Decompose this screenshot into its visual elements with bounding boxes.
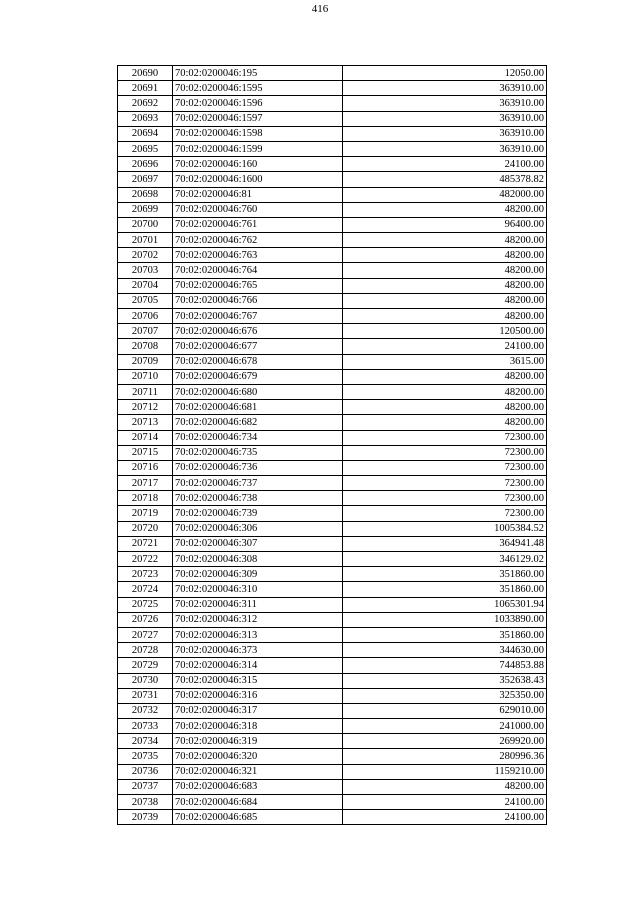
cadastral-number-cell: 70:02:0200046:1596 [173, 96, 343, 111]
cadastral-number-cell: 70:02:0200046:317 [173, 703, 343, 718]
cadastral-number-cell: 70:02:0200046:685 [173, 810, 343, 825]
value-cell: 3615.00 [343, 354, 547, 369]
value-cell: 48200.00 [343, 415, 547, 430]
value-cell: 363910.00 [343, 96, 547, 111]
value-cell: 351860.00 [343, 582, 547, 597]
table-row [118, 612, 547, 627]
table-row [118, 552, 547, 567]
cadastral-number-cell: 70:02:0200046:676 [173, 324, 343, 339]
cadastral-number-cell: 70:02:0200046:321 [173, 764, 343, 779]
cadastral-value-table [117, 65, 547, 825]
row-number-cell: 20725 [118, 597, 173, 612]
cadastral-number-cell: 70:02:0200046:308 [173, 552, 343, 567]
table-row [118, 719, 547, 734]
row-number-cell: 20738 [118, 795, 173, 810]
cadastral-number-cell: 70:02:0200046:316 [173, 688, 343, 703]
value-cell: 485378.82 [343, 172, 547, 187]
value-cell: 48200.00 [343, 400, 547, 415]
row-number-cell: 20705 [118, 293, 173, 308]
value-cell: 48200.00 [343, 202, 547, 217]
value-cell: 96400.00 [343, 217, 547, 232]
row-number-cell: 20692 [118, 96, 173, 111]
value-cell: 352638.43 [343, 673, 547, 688]
table-row [118, 126, 547, 141]
value-cell: 72300.00 [343, 445, 547, 460]
cadastral-number-cell: 70:02:0200046:738 [173, 491, 343, 506]
row-number-cell: 20733 [118, 719, 173, 734]
cadastral-number-cell: 70:02:0200046:1595 [173, 81, 343, 96]
cadastral-number-cell: 70:02:0200046:81 [173, 187, 343, 202]
value-cell: 48200.00 [343, 293, 547, 308]
row-number-cell: 20694 [118, 126, 173, 141]
value-cell: 364941.48 [343, 536, 547, 551]
row-number-cell: 20720 [118, 521, 173, 536]
table-row [118, 643, 547, 658]
cadastral-number-cell: 70:02:0200046:319 [173, 734, 343, 749]
row-number-cell: 20708 [118, 339, 173, 354]
value-cell: 120500.00 [343, 324, 547, 339]
cadastral-number-cell: 70:02:0200046:310 [173, 582, 343, 597]
cadastral-number-cell: 70:02:0200046:1598 [173, 126, 343, 141]
cadastral-number-cell: 70:02:0200046:313 [173, 627, 343, 642]
cadastral-number-cell: 70:02:0200046:736 [173, 460, 343, 475]
cadastral-number-cell: 70:02:0200046:684 [173, 795, 343, 810]
row-number-cell: 20723 [118, 567, 173, 582]
cadastral-number-cell: 70:02:0200046:677 [173, 339, 343, 354]
cadastral-number-cell: 70:02:0200046:318 [173, 719, 343, 734]
row-number-cell: 20703 [118, 263, 173, 278]
table-row [118, 339, 547, 354]
cadastral-number-cell: 70:02:0200046:314 [173, 658, 343, 673]
row-number-cell: 20706 [118, 309, 173, 324]
table-row [118, 627, 547, 642]
table-row [118, 384, 547, 399]
table-row [118, 688, 547, 703]
cadastral-number-cell: 70:02:0200046:1597 [173, 111, 343, 126]
row-number-cell: 20710 [118, 369, 173, 384]
row-number-cell: 20716 [118, 460, 173, 475]
row-number-cell: 20722 [118, 552, 173, 567]
value-cell: 1005384.52 [343, 521, 547, 536]
value-cell: 48200.00 [343, 779, 547, 794]
value-cell: 48200.00 [343, 263, 547, 278]
table-row [118, 293, 547, 308]
table-row [118, 111, 547, 126]
row-number-cell: 20697 [118, 172, 173, 187]
cadastral-number-cell: 70:02:0200046:309 [173, 567, 343, 582]
cadastral-number-cell: 70:02:0200046:1599 [173, 141, 343, 156]
value-cell: 72300.00 [343, 491, 547, 506]
row-number-cell: 20731 [118, 688, 173, 703]
table-row [118, 415, 547, 430]
value-cell: 72300.00 [343, 460, 547, 475]
row-number-cell: 20691 [118, 81, 173, 96]
value-cell: 363910.00 [343, 141, 547, 156]
cadastral-number-cell: 70:02:0200046:195 [173, 66, 343, 81]
cadastral-number-cell: 70:02:0200046:678 [173, 354, 343, 369]
table-row [118, 703, 547, 718]
value-cell: 48200.00 [343, 248, 547, 263]
value-cell: 48200.00 [343, 278, 547, 293]
value-cell: 241000.00 [343, 719, 547, 734]
table-row [118, 324, 547, 339]
cadastral-number-cell: 70:02:0200046:682 [173, 415, 343, 430]
table-row [118, 430, 547, 445]
table-row [118, 172, 547, 187]
table-row [118, 582, 547, 597]
table-row [118, 66, 547, 81]
value-cell: 24100.00 [343, 795, 547, 810]
row-number-cell: 20693 [118, 111, 173, 126]
row-number-cell: 20724 [118, 582, 173, 597]
cadastral-number-cell: 70:02:0200046:306 [173, 521, 343, 536]
table-row [118, 96, 547, 111]
cadastral-number-cell: 70:02:0200046:734 [173, 430, 343, 445]
table-row [118, 734, 547, 749]
row-number-cell: 20717 [118, 476, 173, 491]
row-number-cell: 20713 [118, 415, 173, 430]
row-number-cell: 20700 [118, 217, 173, 232]
cadastral-number-cell: 70:02:0200046:315 [173, 673, 343, 688]
row-number-cell: 20730 [118, 673, 173, 688]
row-number-cell: 20701 [118, 233, 173, 248]
cadastral-number-cell: 70:02:0200046:681 [173, 400, 343, 415]
table-row [118, 248, 547, 263]
cadastral-number-cell: 70:02:0200046:680 [173, 384, 343, 399]
row-number-cell: 20711 [118, 384, 173, 399]
row-number-cell: 20702 [118, 248, 173, 263]
row-number-cell: 20728 [118, 643, 173, 658]
table-row [118, 810, 547, 825]
table-row [118, 658, 547, 673]
row-number-cell: 20727 [118, 627, 173, 642]
value-cell: 72300.00 [343, 430, 547, 445]
cadastral-number-cell: 70:02:0200046:765 [173, 278, 343, 293]
value-cell: 1065301.94 [343, 597, 547, 612]
value-cell: 629010.00 [343, 703, 547, 718]
value-cell: 363910.00 [343, 126, 547, 141]
table-row [118, 476, 547, 491]
cadastral-number-cell: 70:02:0200046:735 [173, 445, 343, 460]
row-number-cell: 20737 [118, 779, 173, 794]
row-number-cell: 20736 [118, 764, 173, 779]
table-row [118, 779, 547, 794]
value-cell: 72300.00 [343, 476, 547, 491]
value-cell: 48200.00 [343, 384, 547, 399]
row-number-cell: 20715 [118, 445, 173, 460]
row-number-cell: 20704 [118, 278, 173, 293]
cadastral-number-cell: 70:02:0200046:764 [173, 263, 343, 278]
table-row [118, 445, 547, 460]
value-cell: 280996.36 [343, 749, 547, 764]
table-row [118, 263, 547, 278]
value-cell: 325350.00 [343, 688, 547, 703]
value-cell: 48200.00 [343, 233, 547, 248]
table-body [118, 66, 547, 825]
cadastral-number-cell: 70:02:0200046:373 [173, 643, 343, 658]
row-number-cell: 20699 [118, 202, 173, 217]
row-number-cell: 20734 [118, 734, 173, 749]
page-number: 416 [311, 3, 329, 15]
table-row [118, 749, 547, 764]
cadastral-number-cell: 70:02:0200046:739 [173, 506, 343, 521]
table-row [118, 233, 547, 248]
value-cell: 72300.00 [343, 506, 547, 521]
row-number-cell: 20739 [118, 810, 173, 825]
table-row [118, 673, 547, 688]
table-row [118, 309, 547, 324]
cadastral-number-cell: 70:02:0200046:160 [173, 157, 343, 172]
table-row [118, 141, 547, 156]
table-row [118, 81, 547, 96]
table-row [118, 491, 547, 506]
cadastral-number-cell: 70:02:0200046:1600 [173, 172, 343, 187]
value-cell: 48200.00 [343, 369, 547, 384]
value-cell: 346129.02 [343, 552, 547, 567]
value-cell: 351860.00 [343, 567, 547, 582]
table-row [118, 567, 547, 582]
table-row [118, 795, 547, 810]
table-row [118, 506, 547, 521]
value-cell: 24100.00 [343, 157, 547, 172]
value-cell: 344630.00 [343, 643, 547, 658]
row-number-cell: 20698 [118, 187, 173, 202]
value-cell: 363910.00 [343, 81, 547, 96]
table-row [118, 521, 547, 536]
cadastral-number-cell: 70:02:0200046:760 [173, 202, 343, 217]
row-number-cell: 20718 [118, 491, 173, 506]
row-number-cell: 20719 [118, 506, 173, 521]
table-row [118, 278, 547, 293]
cadastral-number-cell: 70:02:0200046:320 [173, 749, 343, 764]
cadastral-number-cell: 70:02:0200046:761 [173, 217, 343, 232]
row-number-cell: 20721 [118, 536, 173, 551]
value-cell: 351860.00 [343, 627, 547, 642]
cadastral-number-cell: 70:02:0200046:762 [173, 233, 343, 248]
cadastral-number-cell: 70:02:0200046:767 [173, 309, 343, 324]
row-number-cell: 20709 [118, 354, 173, 369]
row-number-cell: 20714 [118, 430, 173, 445]
value-cell: 482000.00 [343, 187, 547, 202]
value-cell: 744853.88 [343, 658, 547, 673]
value-cell: 24100.00 [343, 339, 547, 354]
table-row [118, 354, 547, 369]
row-number-cell: 20735 [118, 749, 173, 764]
table-row [118, 400, 547, 415]
table-row [118, 187, 547, 202]
row-number-cell: 20729 [118, 658, 173, 673]
table-row [118, 460, 547, 475]
value-cell: 24100.00 [343, 810, 547, 825]
cadastral-number-cell: 70:02:0200046:307 [173, 536, 343, 551]
value-cell: 48200.00 [343, 309, 547, 324]
table-row [118, 764, 547, 779]
cadastral-number-cell: 70:02:0200046:766 [173, 293, 343, 308]
row-number-cell: 20707 [118, 324, 173, 339]
table-row [118, 536, 547, 551]
table-row [118, 369, 547, 384]
row-number-cell: 20696 [118, 157, 173, 172]
cadastral-number-cell: 70:02:0200046:311 [173, 597, 343, 612]
row-number-cell: 20726 [118, 612, 173, 627]
cadastral-number-cell: 70:02:0200046:737 [173, 476, 343, 491]
table-row [118, 217, 547, 232]
table-row [118, 202, 547, 217]
value-cell: 363910.00 [343, 111, 547, 126]
table-row [118, 157, 547, 172]
value-cell: 1159210.00 [343, 764, 547, 779]
row-number-cell: 20690 [118, 66, 173, 81]
cadastral-number-cell: 70:02:0200046:312 [173, 612, 343, 627]
value-cell: 12050.00 [343, 66, 547, 81]
row-number-cell: 20732 [118, 703, 173, 718]
cadastral-number-cell: 70:02:0200046:763 [173, 248, 343, 263]
value-cell: 1033890.00 [343, 612, 547, 627]
cadastral-number-cell: 70:02:0200046:683 [173, 779, 343, 794]
value-cell: 269920.00 [343, 734, 547, 749]
row-number-cell: 20712 [118, 400, 173, 415]
cadastral-number-cell: 70:02:0200046:679 [173, 369, 343, 384]
row-number-cell: 20695 [118, 141, 173, 156]
table-row [118, 597, 547, 612]
